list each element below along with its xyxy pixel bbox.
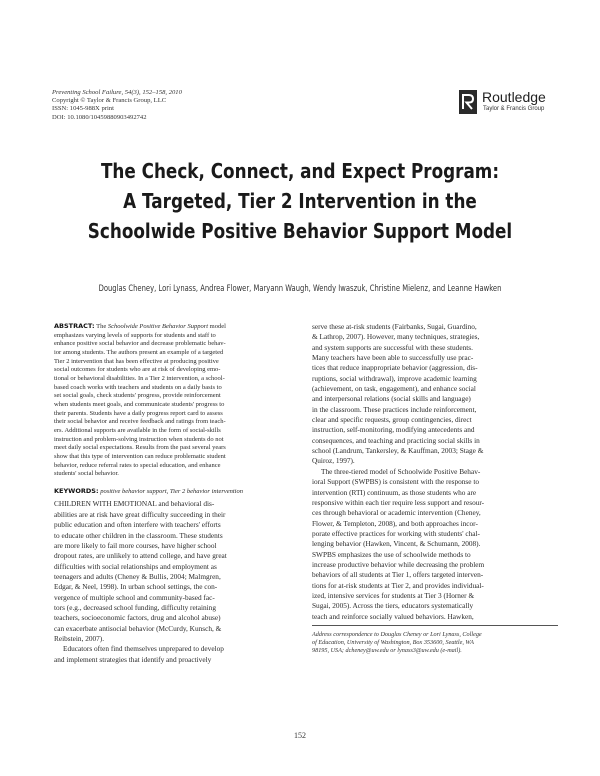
abstract-line: set social goals, check students' progress, provide reinforcement [54, 392, 221, 400]
publisher-name: Routledge [482, 89, 546, 105]
title-line: The Check, Connect, and Expect Program: [100, 159, 500, 183]
abstract-line: Tier 2 intervention that has been effective at producing positive [54, 357, 219, 365]
abstract-line: students' social behavior. [54, 470, 119, 478]
abstract [54, 322, 299, 479]
abstract-line: enhance positive social behavior and decrease problematic behav- [54, 340, 226, 348]
body-line: school (Landrum, Tankersley, & Kauffman, 2003; Stage & [312, 446, 484, 456]
routledge-logo-icon [459, 90, 477, 114]
body-line: lenging behavior (Hawken, Vincent, & Schumann, 2008). [312, 539, 481, 549]
body-line: dropout rates, are unlikely to attend college, and have great [54, 551, 227, 561]
body-line: instruction, self-monitoring, modifying antecedents and [312, 425, 475, 435]
body-line: ioral Support (SWPBS) is consistent with the response to [312, 477, 480, 487]
footnote-line: of Education, University of Washington, Box 353600, Seattle, WA [312, 639, 474, 647]
doi-line: DOI: 10.1080/10459880903492742 [52, 113, 147, 121]
body-line: Quiroz, 1997). [312, 456, 355, 466]
body-line: clear and specific requests, group contingencies, direct [312, 415, 472, 425]
abstract-line: ers. Additional supports are available in the form of social-skills [54, 426, 221, 434]
abstract-line: emphasizes varying levels of supports for students and staff to [54, 331, 216, 339]
body-line: Many teachers have been able to successfully use prac- [312, 353, 474, 363]
abstract-line: ior among students. The authors present an example of a targeted [54, 348, 224, 356]
body-line: tions for at-risk students at Tier 2, and provides individual- [312, 580, 484, 590]
body-line: (achievement, on task, engagement), and enhance social [312, 384, 476, 394]
body-line: CHILDREN WITH EMOTIONAL and behavioral dis- [54, 499, 215, 509]
abstract-line: based coach works with teachers and students on a daily basis to [54, 383, 222, 391]
body-line: teach and reinforce socially valued behaviors. Hawken, [312, 611, 474, 621]
body-line: Educators often find themselves unprepared to develop [63, 644, 224, 654]
keywords [54, 487, 299, 497]
right-column [312, 322, 558, 622]
body-line: tors (e.g., decreased school funding, difficulty retaining [54, 602, 216, 612]
abstract-line: tional or behavioral disabilities. In a Tier 2 intervention, a school- [54, 374, 225, 382]
abstract-line: meet daily social expectations. Results from the past several years [54, 444, 226, 452]
body-line: tices that reduce inappropriate behavior (aggression, dis- [312, 363, 478, 373]
body-line: behaviors of all students at Tier 1, offers targeted interven- [312, 570, 484, 580]
body-line: intervention (RTI) continuum, as those students who are [312, 487, 477, 497]
abstract-label: ABSTRACT: [54, 322, 95, 330]
footnote-line: Address correspondence to Douglas Cheney or Lori Lynass, College [312, 631, 482, 638]
abstract-line: their social behavior and receive feedback and ratings from teach- [54, 418, 226, 426]
abstract-line: social outcomes for students who are at risk of developing emo- [54, 366, 221, 374]
body-line: Sugai, 2005). Across the tiers, educators systematically [312, 601, 474, 611]
article-title [87, 156, 513, 246]
publisher-logo [459, 88, 569, 118]
body-line: ruptions, social withdrawal), improve academic learning [312, 373, 477, 383]
body-line: The three-tiered model of Schoolwide Positive Behav- [321, 466, 481, 476]
body-line: Reibstein, 2007). [54, 633, 105, 643]
body-line: porate effective practices for working with students' chal- [312, 528, 480, 538]
body-line: consequences, and teaching and practicing social skills in [312, 435, 480, 445]
title-line: Schoolwide Positive Behavior Support Model [87, 219, 513, 243]
publisher-group: Taylor & Francis Group [483, 106, 545, 112]
issn-line: ISSN: 1045-988X print [52, 105, 114, 113]
body-line: serve these at-risk students (Fairbanks, Sugai, Guardino, [312, 322, 477, 331]
body-line: abilities are at risk have great difficulty succeeding in their [54, 509, 226, 519]
keywords-label: KEYWORDS: [54, 486, 99, 495]
body-line: in the classroom. These practices include reinforcement, [312, 404, 477, 414]
abstract-first-line [54, 322, 299, 332]
body-line: teachers, socioeconomic factors, drug and alcohol abuse) [54, 613, 221, 623]
body-line: responsive within each tier require less support and resour- [312, 497, 485, 507]
author-list: Douglas Cheney, Lori Lynass, Andrea Flower, Maryann Waugh, Wendy Iwaszuk, Christine Mielenz, and Leanne Hawken [98, 284, 502, 294]
body-line: and interpersonal relations (social skills and language) [312, 394, 471, 404]
body-line: to educate other children in the classroom. These students [54, 530, 223, 540]
body-line: ces through behavioral or academic intervention (Cheney, [312, 508, 481, 518]
body-line: and system supports are successful with these students. [312, 342, 473, 352]
body-line: teenagers and adults (Cheney & Bullis, 2004; Malmgren, [54, 571, 221, 581]
body-line: and implement strategies that identify and proactively [54, 654, 212, 664]
abstract-line: when students meet goals, and communicate students' progress to [54, 400, 225, 408]
body-line: & Lathrop, 2007). However, many techniques, strategies, [312, 332, 480, 342]
journal-citation [52, 89, 182, 122]
correspondence-footnote [312, 631, 558, 656]
abstract-line: their parents. Students have a daily progress report card to assess [54, 409, 223, 417]
keywords-text: positive behavior support, Tier 2 behavior intervention [100, 487, 243, 495]
abstract-line: instruction and problem-solving instruction when students do not [54, 435, 224, 443]
title-line: A Targeted, Tier 2 Intervention in the [123, 189, 477, 213]
body-text-left [54, 499, 299, 665]
footnote-line: 98195, USA; dcheney@uw.edu or lynass3@uw.edu (e-mail). [312, 647, 462, 655]
abstract-model-name: Schoolwide Positive Behavior Support [107, 323, 209, 330]
body-line: vergence of multiple school and community-based fac- [54, 592, 215, 602]
citation-line: Preventing School Failure, 54(3), 152–158, 2010 [52, 89, 182, 96]
body-line: difficulties with social relationships and employment as [54, 561, 217, 571]
body-line: are more likely to fail more courses, have higher school [54, 540, 217, 550]
body-line: SWPBS emphasizes the use of schoolwide methods to [312, 549, 471, 559]
body-line: Edgar, & Neel, 1998). In urban school settings, the con- [54, 582, 218, 592]
left-column [54, 322, 299, 665]
body-line: public education and often interfere with teachers' efforts [54, 520, 221, 530]
abstract-line: The Schoolwide Positive Behavior Support model [96, 323, 226, 330]
body-line: can exacerbate antisocial behavior (McCurdy, Kunsch, & [54, 623, 222, 633]
abstract-line: show that this type of intervention can reduce problematic student [54, 452, 226, 460]
footnote-divider [312, 625, 558, 626]
body-line: ized, intensive services for students at Tier 3 (Horner & [312, 590, 475, 600]
body-line: Flower, & Templeton, 2008), and both approaches incor- [312, 518, 478, 528]
copyright-line: Copyright © Taylor & Francis Group, LLC [52, 97, 167, 105]
page-number: 152 [294, 731, 306, 740]
abstract-line: behavior, reduce referral rates to special education, and enhance [54, 461, 221, 469]
body-line: increase productive behavior while decreasing the problem [312, 559, 485, 569]
